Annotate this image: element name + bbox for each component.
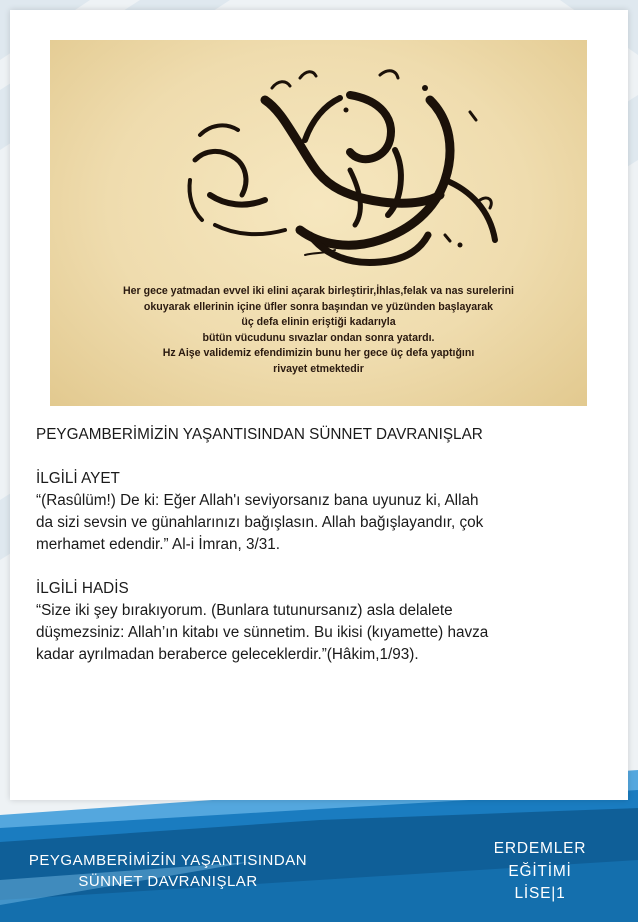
caption-line: üç defa elinin eriştiği kadarıyla [241, 316, 396, 329]
page-title: PEYGAMBERİMİZİN YAŞANTISINDAN SÜNNET DAVRANIŞLAR [36, 426, 483, 443]
footer-course-badge [470, 838, 610, 906]
body-text [36, 424, 606, 666]
hadis-text-line: düşmezsiniz: Allah’ın kitabı ve sünnetim. Bu ikisi (kıyamette) havza [36, 624, 489, 641]
footer-course-line-3: LİSE|1 [514, 885, 566, 902]
footer-course-line-1: ERDEMLER [493, 840, 587, 857]
hadis-text-line: “Size iki şey bırakıyorum. (Bunlara tutunursanız) asla delalete [36, 602, 453, 619]
hadis-text-line: kadar ayrılmadan beraberce geleceklerdir.”(Hâkim,1/93). [36, 646, 419, 663]
muhammad-calligraphy-image [50, 40, 587, 300]
hadis-heading: İLGİLİ HADİS [36, 580, 129, 597]
caption-line: Hz Aişe validemiz efendimizin bunu her gece üç defa yaptığını [162, 347, 475, 360]
footer-topic-line-1: PEYGAMBERİMİZİN YAŞANTISINDAN [28, 852, 308, 869]
ayet-text-line: da sizi sevsin ve günahlarınızı bağışlasın. Allah bağışlayandır, çok [36, 514, 484, 531]
caption-line: bütün vücudunu sıvazlar ondan sonra yatardı. [202, 331, 435, 344]
caption-line: okuyarak ellerinin içine üfler sonra başından ve yüzünden başlayarak [143, 300, 494, 313]
footer-course-line-2: EĞİTİMİ [508, 862, 572, 880]
ayet-heading: İLGİLİ AYET [36, 470, 120, 487]
calligraphy-poster [50, 40, 587, 406]
poster-caption [50, 284, 587, 378]
footer-topic-line-2: SÜNNET DAVRANIŞLAR [78, 873, 258, 890]
caption-line: rivayet etmektedir [273, 362, 364, 375]
footer-topic-title [18, 850, 318, 892]
ayet-text-line: merhamet edendir.” Al-i İmran, 3/31. [36, 536, 281, 553]
caption-line: Her gece yatmadan evvel iki elini açarak birleştirir,İhlas,felak va nas surelerini [122, 285, 514, 297]
ayet-text-line: “(Rasûlüm!) De ki: Eğer Allah'ı seviyorsanız bana uyunuz ki, Allah [36, 492, 479, 509]
